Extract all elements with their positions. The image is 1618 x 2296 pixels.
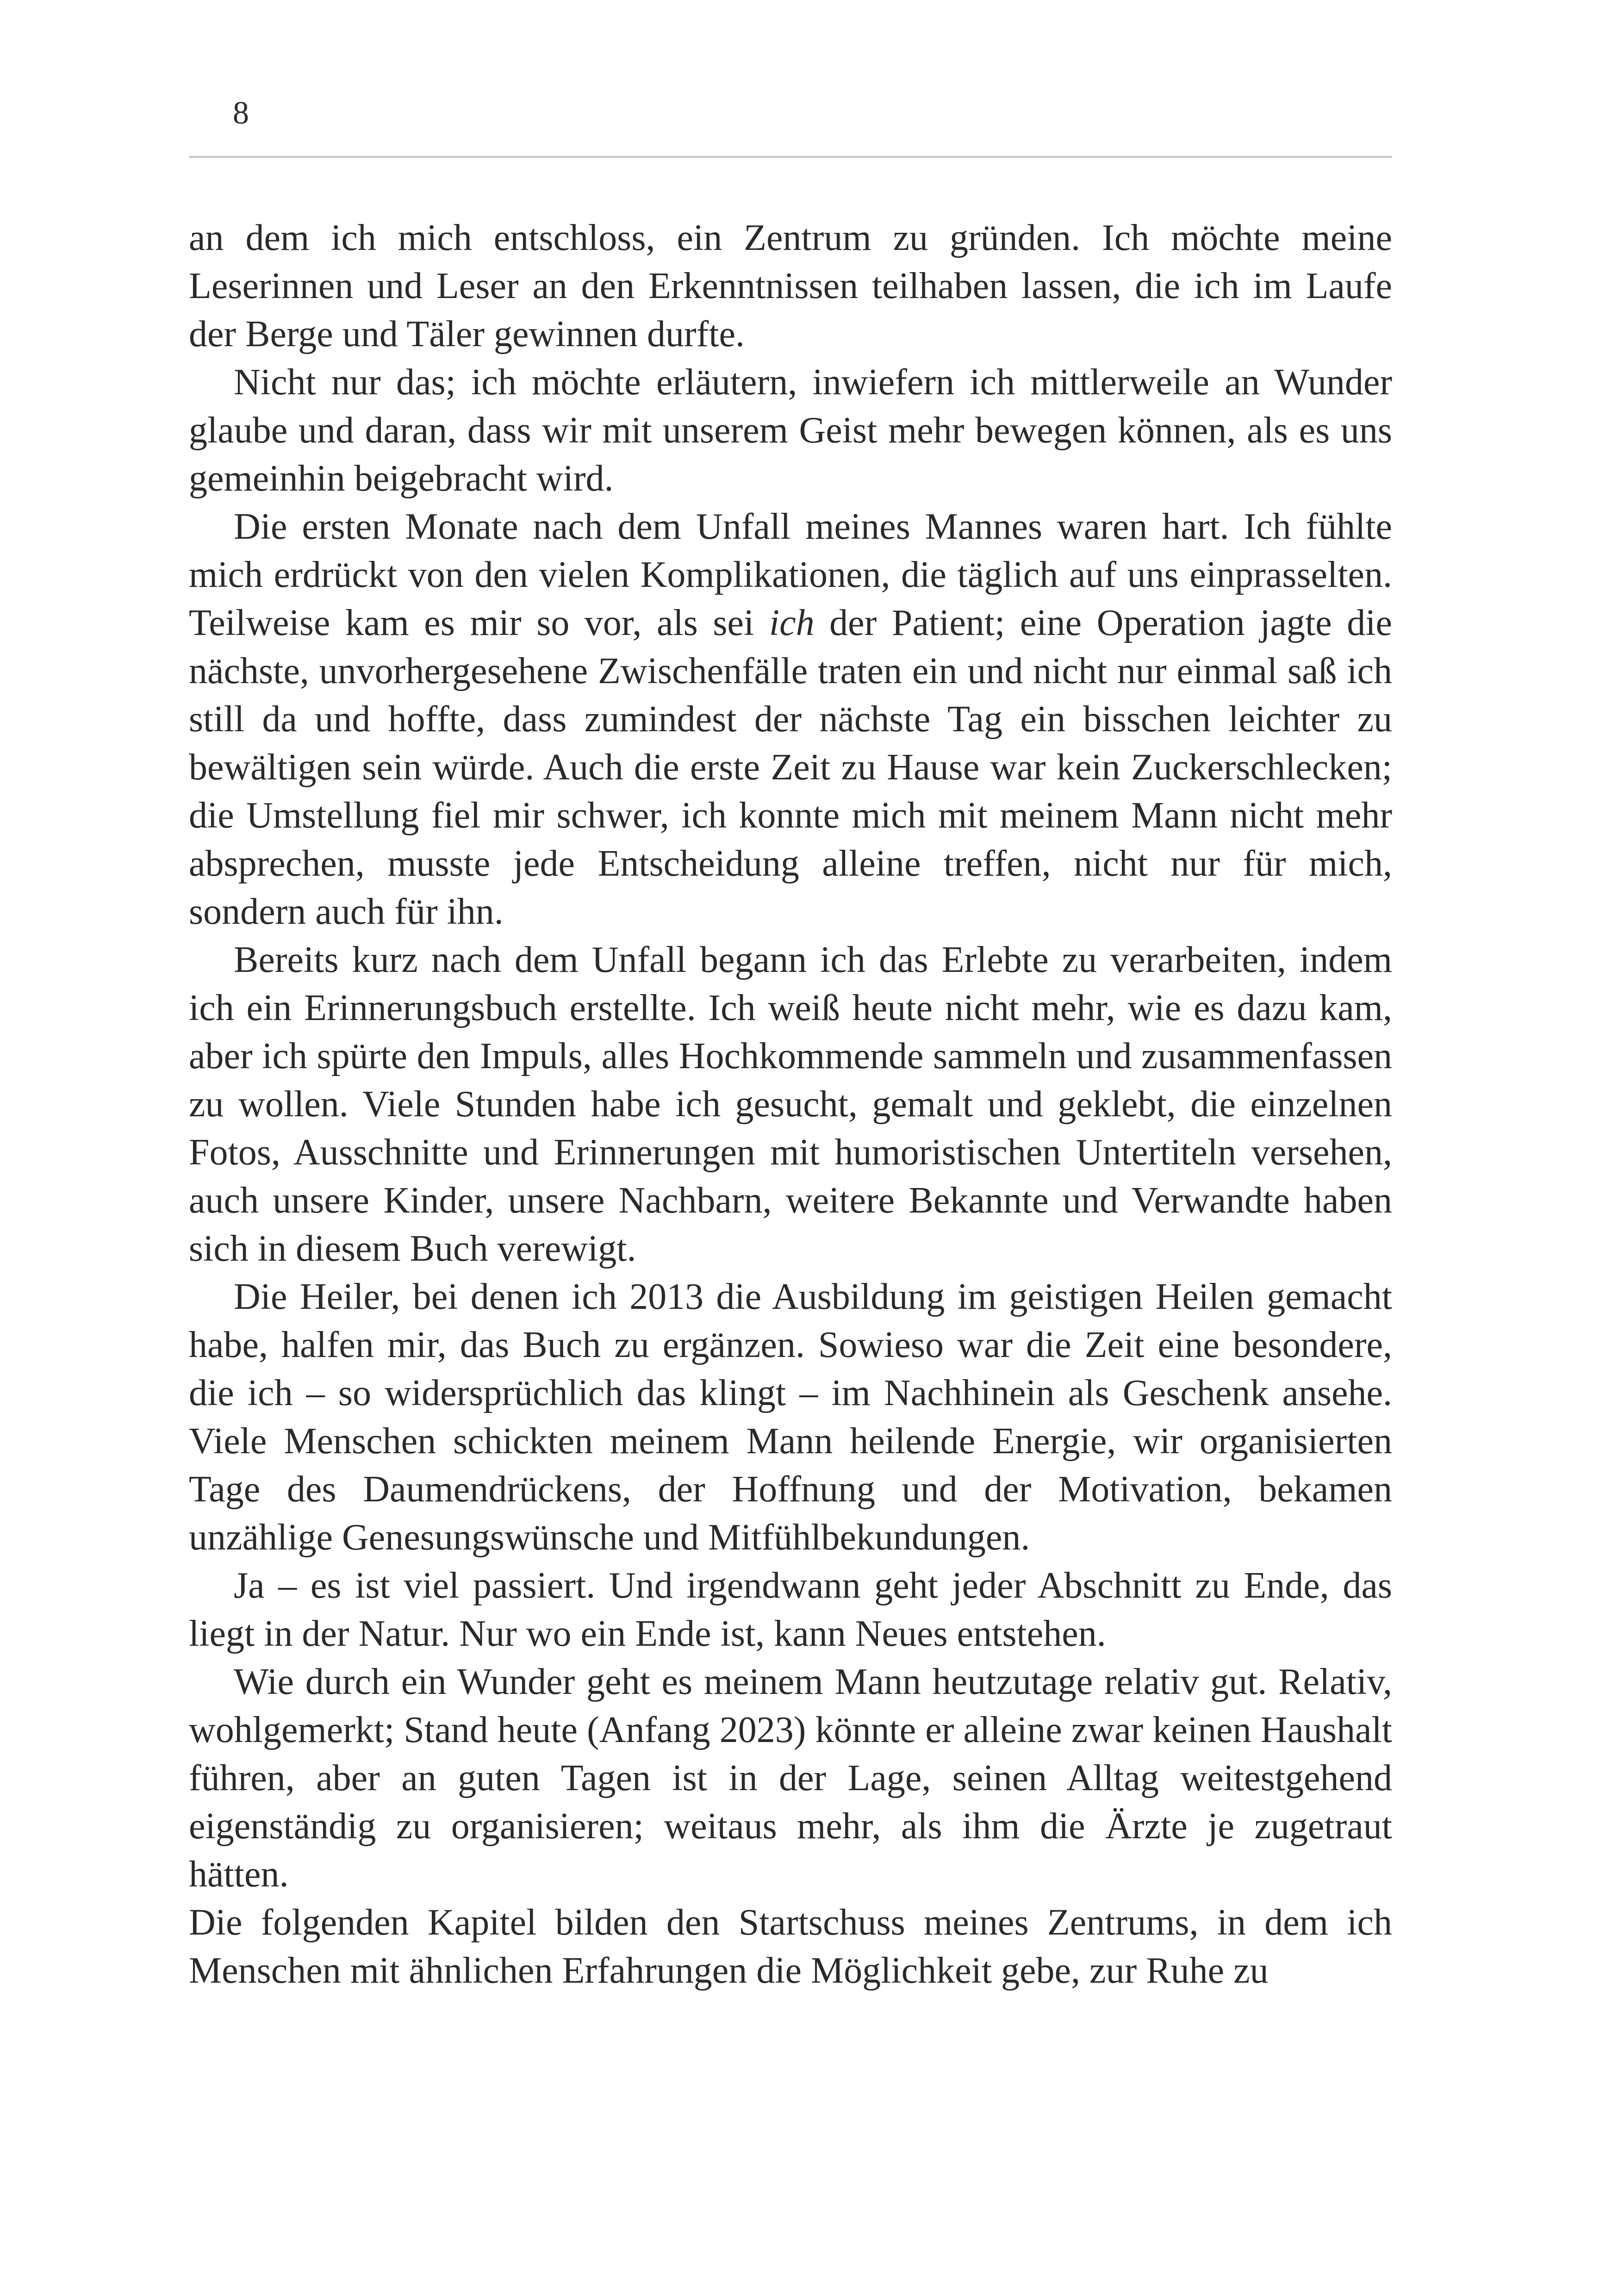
body-text: [189, 214, 1392, 1995]
paragraph-8: [189, 1898, 1392, 1995]
paragraph-1: [189, 214, 1392, 358]
page-number: 8: [233, 95, 249, 131]
paragraph-text: Wie durch ein Wunder geht es meinem Mann heutzutage relativ gut. Relativ, wohlgemerkt; Stand heute (Anfang 2023) könnte er alleine zwar keinen Haushalt führen, aber an guten Tagen ist in der Lage, seinen Alltag weitestgehend eigenständig zu organisieren; weitaus mehr, als ihm die Ärzte je zugetraut hätten.: [189, 1661, 1392, 1895]
paragraph-text: Die Heiler, bei denen ich 2013 die Ausbildung im geistigen Heilen gemacht habe, halfen mir, das Buch zu ergänzen. Sowieso war die Zeit eine besondere, die ich – so widersprüchlich das klingt – im Nachhinein als Geschenk ansehe. Viele Menschen schickten meinem Mann heilende Energie, wir organisierten Tage des Daumendrückens, der Hoffnung und der Motivation, bekamen unzählige Genesungswünsche und Mitfühlbekundungen.: [189, 1276, 1392, 1558]
paragraph-text: an dem ich mich entschloss, ein Zentrum zu gründen. Ich möchte meine Leserinnen und Leser an den Erkenntnissen teilhaben lassen, die ich im Laufe der Berge und Täler gewinnen durfte.: [189, 218, 1392, 355]
paragraph-7: [189, 1658, 1392, 1898]
paragraph-4: [189, 936, 1392, 1273]
paragraph-2: [189, 358, 1392, 503]
paragraph-text: Bereits kurz nach dem Unfall begann ich das Erlebte zu verarbeiten, indem ich ein Erinnerungsbuch erstellte. Ich weiß heute nicht mehr, wie es dazu kam, aber ich spürte den Impuls, alles Hochkommende sammeln und zusammenfassen zu wollen. Viele Stunden habe ich gesucht, gemalt und geklebt, die einzelnen Fotos, Ausschnitte und Erinnerungen mit humoristischen Untertiteln versehen, auch unsere Kinder, unsere Nachbarn, weitere Bekannte und Verwandte haben sich in diesem Buch verewigt.: [189, 940, 1392, 1269]
paragraph-5: [189, 1273, 1392, 1562]
paragraph-text: Nicht nur das; ich möchte erläutern, inwiefern ich mittlerweile an Wunder glaube und daran, dass wir mit unserem Geist mehr bewegen können, als es uns gemeinhin beigebracht wird.: [189, 362, 1392, 499]
paragraph-text: Die folgenden Kapitel bilden den Startschuss meines Zentrums, in dem ich Menschen mit ähnlichen Erfahrungen die Möglichkeit gebe, zur Ruhe zu: [189, 1902, 1392, 1991]
header-divider: [189, 156, 1392, 158]
emphasized-word: ich: [769, 603, 815, 643]
paragraph-3: [189, 503, 1392, 936]
paragraph-text: der Patient; eine Operation jagte die nächste, unvorhergesehene Zwischenfälle traten ein und nicht nur einmal saß ich still da und hoffte, dass zumindest der nächste Tag ein bisschen leichter zu bewältigen sein würde. Auch die erste Zeit zu Hause war kein Zuckerschlecken; die Umstellung fiel mir schwer, ich konnte mich mit meinem Mann nicht mehr absprechen, musste jede Entscheidung alleine treffen, nicht nur für mich, sondern auch für ihn.: [189, 603, 1392, 932]
paragraph-text: Ja – es ist viel passiert. Und irgendwann geht jeder Abschnitt zu Ende, das liegt in der Natur. Nur wo ein Ende ist, kann Neues entstehen.: [189, 1565, 1392, 1654]
paragraph-text: Die ersten Monate nach dem Unfall meines Mannes waren hart. Ich fühlte mich erdrückt von den vielen Komplikationen, die täglich auf uns einprasselten. Teilweise kam es mir so vor, als sei: [189, 506, 1392, 643]
paragraph-6: [189, 1562, 1392, 1658]
